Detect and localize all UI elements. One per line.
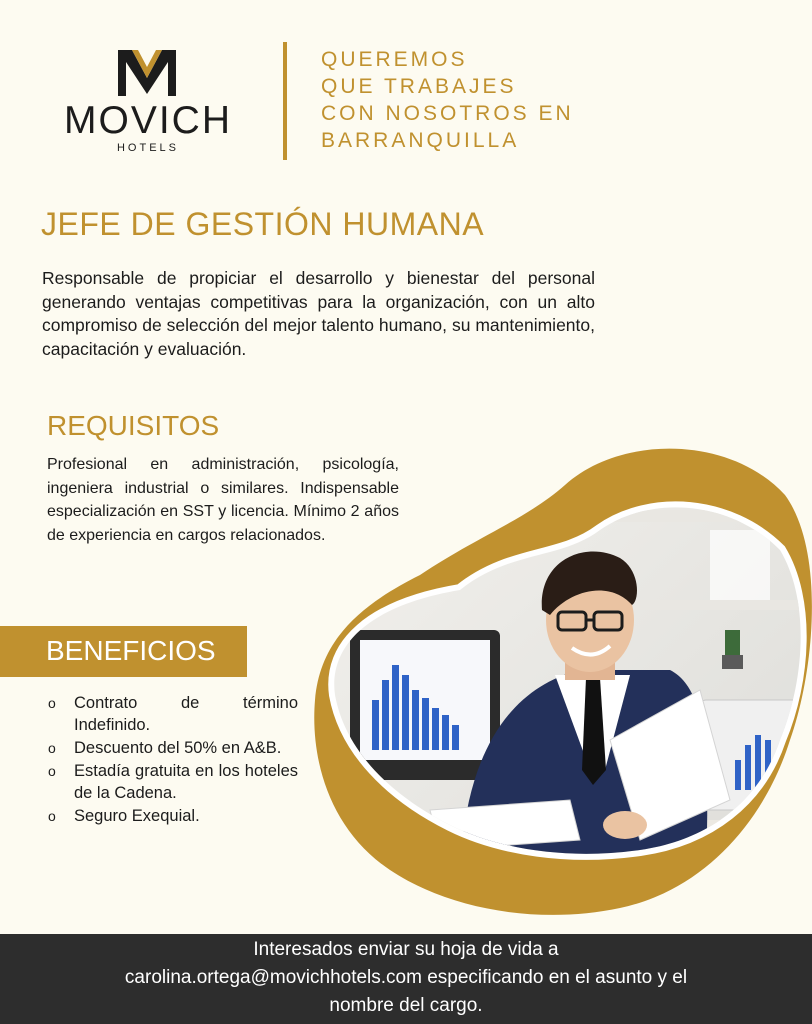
benefits-list bbox=[46, 692, 298, 828]
footer-line: Interesados enviar su hoja de vida a bbox=[253, 939, 559, 960]
movich-logo bbox=[38, 48, 258, 158]
logo-wordmark: MOVICH bbox=[64, 99, 232, 142]
tagline-line: QUE TRABAJES bbox=[321, 75, 517, 98]
bullet-circle-icon: o bbox=[48, 695, 56, 711]
benefits-heading: BENEFICIOS bbox=[46, 635, 216, 666]
requirements-text: Profesional en administración, psicología, ingeniera industrial o similares. Indispensable especialización en SST y licencia. Mínimo 2 años de experiencia en cargos relacionados. bbox=[47, 456, 399, 544]
benefit-text: Estadía gratuita en los hoteles de la Cadena. bbox=[74, 762, 298, 802]
footer-line: nombre del cargo. bbox=[329, 995, 483, 1016]
benefit-item bbox=[46, 692, 298, 736]
benefit-text: Descuento del 50% en A&B. bbox=[74, 739, 282, 757]
bullet-circle-icon: o bbox=[48, 808, 56, 824]
businessman-photo bbox=[310, 440, 812, 916]
benefit-text: Contrato de término Indefinido. bbox=[74, 694, 298, 734]
job-description: Responsable de propiciar el desarrollo y bienestar del personal generando ventajas competitivas para la organización, con un alto compromiso de selección del mejor talento humano, su mantenimiento, capacitación y evaluación. bbox=[42, 268, 595, 359]
benefit-item bbox=[46, 760, 298, 804]
footer bbox=[0, 934, 812, 1024]
header-divider bbox=[283, 42, 287, 160]
tagline bbox=[321, 46, 601, 154]
bullet-circle-icon: o bbox=[48, 763, 56, 779]
logo-subtitle: HOTELS bbox=[116, 142, 179, 154]
footer-contact-text bbox=[0, 936, 812, 1020]
bullet-circle-icon: o bbox=[48, 740, 56, 756]
benefit-text: Seguro Exequial. bbox=[74, 807, 200, 825]
benefit-item bbox=[46, 805, 298, 827]
tagline-line: CON NOSOTROS EN bbox=[321, 102, 574, 125]
requirements-heading: REQUISITOS bbox=[47, 410, 220, 441]
tagline-line: BARRANQUILLA bbox=[321, 129, 520, 152]
job-title: JEFE DE GESTIÓN HUMANA bbox=[41, 206, 485, 242]
benefit-item bbox=[46, 737, 298, 759]
tagline-line: QUEREMOS bbox=[321, 48, 468, 71]
mv-monogram-icon bbox=[116, 48, 178, 100]
benefits-banner bbox=[0, 626, 247, 677]
footer-line: carolina.ortega@movichhotels.com especificando en el asunto y el bbox=[124, 967, 688, 988]
